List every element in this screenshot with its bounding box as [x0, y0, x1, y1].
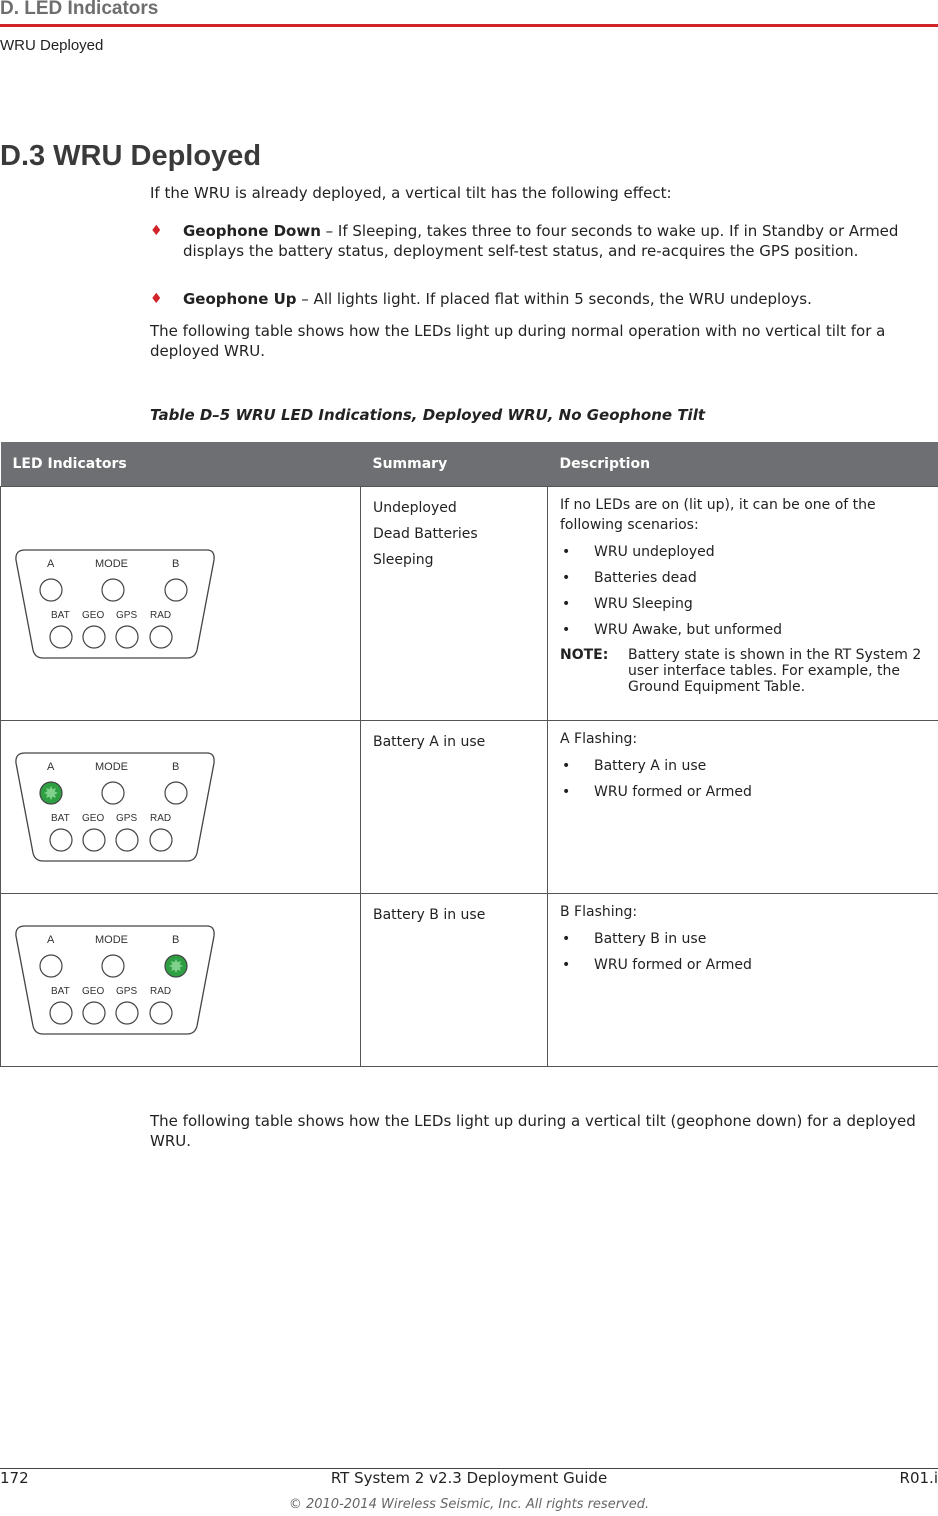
- section-title: D.3 WRU Deployed: [0, 140, 262, 172]
- col-header-summary: Summary: [361, 442, 548, 487]
- diamond-bullet-icon: ♦: [150, 223, 163, 239]
- summary-cell: [361, 894, 548, 1067]
- led-label-mode: MODE: [95, 934, 128, 946]
- effect-term: Geophone Up: [183, 290, 297, 308]
- led-rad-indicator: [150, 626, 172, 648]
- table-caption: Table D–5 WRU LED Indications, Deployed WRU, No Geophone Tilt: [150, 406, 705, 424]
- led-label-a: A: [47, 557, 55, 570]
- led-mode-indicator: [102, 955, 124, 977]
- led-geo-indicator: [83, 1002, 105, 1024]
- led-mode-indicator: [102, 782, 124, 804]
- description-intro: If no LEDs are on (lit up), it can be one of the following scenarios:: [560, 497, 876, 533]
- col-header-led-indicators: LED Indicators: [1, 442, 361, 487]
- effect-item-geophone-up: [150, 289, 935, 309]
- led-indications-table: [0, 442, 938, 1067]
- effect-term: Geophone Down: [183, 222, 321, 240]
- led-gps-indicator: [116, 626, 138, 648]
- table-row: [1, 894, 938, 1067]
- led-b-indicator: [165, 579, 187, 601]
- led-label-rad: RAD: [150, 986, 172, 997]
- led-panel-diagram: [9, 544, 219, 664]
- description-intro: A Flashing:: [560, 731, 638, 747]
- led-label-rad: RAD: [150, 813, 172, 824]
- table-row: [1, 487, 938, 721]
- led-label-geo: GEO: [82, 813, 105, 824]
- effect-item-geophone-down: [150, 221, 935, 261]
- led-label-gps: GPS: [116, 986, 138, 997]
- led-label-b: B: [172, 934, 180, 946]
- col-header-description: Description: [548, 442, 938, 487]
- led-bat-indicator: [50, 1002, 72, 1024]
- led-gps-indicator: [116, 829, 138, 851]
- led-rad-indicator: [150, 1002, 172, 1024]
- list-item: • WRU formed or Armed: [562, 784, 752, 800]
- led-label-a: A: [47, 934, 55, 946]
- chapter-title: D. LED Indicators: [0, 0, 159, 19]
- table-row: [1, 721, 938, 894]
- led-label-geo: GEO: [82, 986, 105, 997]
- led-label-b: B: [172, 557, 180, 570]
- table-header-row: [1, 442, 938, 487]
- description-intro: B Flashing:: [560, 904, 638, 920]
- led-label-mode: MODE: [95, 557, 128, 570]
- diamond-bullet-icon: ♦: [150, 291, 163, 307]
- summary-line: Sleeping: [373, 552, 434, 568]
- led-bat-indicator: [50, 829, 72, 851]
- list-item: • WRU Awake, but unformed: [562, 622, 783, 638]
- note-text: Battery state is shown in the RT System 2 user interface tables. For example, the Ground Equipment Table.: [628, 647, 922, 695]
- led-gps-indicator: [116, 1002, 138, 1024]
- summary-line: Undeployed: [373, 500, 457, 516]
- description-cell: [548, 487, 938, 721]
- led-label-bat: BAT: [51, 813, 70, 824]
- led-b-indicator: [165, 782, 187, 804]
- page-number: 172: [0, 1469, 29, 1487]
- led-label-bat: BAT: [51, 986, 70, 997]
- led-label-rad: RAD: [150, 609, 172, 621]
- summary-cell: [361, 487, 548, 721]
- led-label-bat: BAT: [51, 609, 70, 621]
- led-rad-indicator: [150, 829, 172, 851]
- note-block: [560, 647, 926, 695]
- effect-text: – All lights light. If placed flat within 5 seconds, the WRU undeploys.: [296, 290, 812, 308]
- intro-paragraph: If the WRU is already deployed, a vertical tilt has the following effect:: [150, 184, 672, 202]
- tilt-paragraph: The following table shows how the LEDs light up during a vertical tilt (geophone down) for a deployed WRU.: [150, 1112, 916, 1150]
- led-label-a: A: [47, 761, 55, 773]
- list-item: • Battery B in use: [562, 931, 707, 947]
- led-label-gps: GPS: [116, 609, 138, 621]
- led-geo-indicator: [83, 626, 105, 648]
- list-item: • WRU formed or Armed: [562, 957, 752, 973]
- list-item: • WRU undeployed: [562, 544, 715, 560]
- list-item: • WRU Sleeping: [562, 596, 693, 612]
- document-title: RT System 2 v2.3 Deployment Guide: [330, 1469, 608, 1487]
- led-panel-cell: [1, 721, 361, 894]
- description-cell: [548, 894, 938, 1067]
- led-mode-indicator: [102, 579, 124, 601]
- list-item: • Battery A in use: [562, 758, 707, 774]
- led-a-indicator: [40, 579, 62, 601]
- description-cell: [548, 721, 938, 894]
- summary-line: Dead Batteries: [373, 526, 478, 542]
- effect-text: – If Sleeping, takes three to four seconds to wake up. If in Standby or Armed displays the battery status, deployment self-test status, and re-acquires the GPS position.: [183, 222, 899, 260]
- revision-label: R01.i: [899, 1469, 938, 1487]
- summary-line: Battery B in use: [373, 907, 486, 923]
- led-label-geo: GEO: [82, 609, 105, 621]
- led-geo-indicator: [83, 829, 105, 851]
- summary-cell: [361, 721, 548, 894]
- header-rule: [0, 24, 938, 27]
- copyright-notice: © 2010-2014 Wireless Seismic, Inc. All rights reserved.: [288, 1497, 650, 1512]
- section-breadcrumb: WRU Deployed: [0, 37, 104, 54]
- led-panel-diagram: [9, 920, 219, 1040]
- led-panel-cell: [1, 894, 361, 1067]
- led-a-indicator: [40, 955, 62, 977]
- led-label-b: B: [172, 761, 180, 773]
- note-label: NOTE:: [560, 647, 609, 663]
- summary-line: Battery A in use: [373, 734, 486, 750]
- led-label-gps: GPS: [116, 813, 138, 824]
- led-label-mode: MODE: [95, 761, 128, 773]
- led-bat-indicator: [50, 626, 72, 648]
- normal-operation-paragraph: The following table shows how the LEDs light up during normal operation with no vertical tilt for a deployed WRU.: [150, 322, 886, 360]
- led-panel-cell: [1, 487, 361, 721]
- list-item: • Batteries dead: [562, 570, 697, 586]
- led-panel-diagram: [9, 747, 219, 867]
